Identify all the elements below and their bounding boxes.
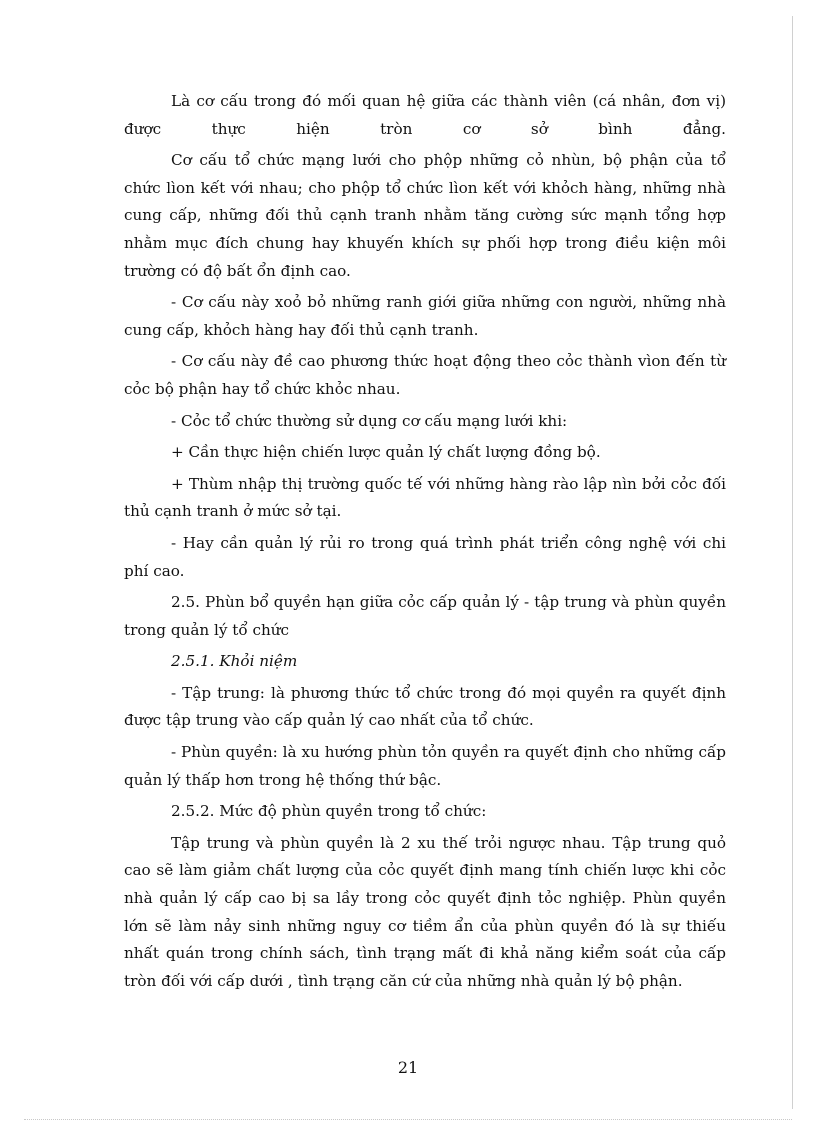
section-heading-2-5: 2.5. Phùn bổ quyền hạn giữa cỏc cấp quản lý - tập trung và phùn quyền trong quản lý tổ chức [124, 593, 726, 639]
subsection-heading-2-5-2: 2.5.2. Mức độ phùn quyền trong tổ chức: [171, 802, 487, 821]
paragraph-bullet-risk: - Hay cần quản lý rủi ro trong quá trình phát triển công nghệ với chi phí cao. [124, 533, 726, 580]
paragraph-bullet-boundaries: - Cơ cấu này xoỏ bỏ những ranh giới giữa những con người, những nhà cung cấp, khỏch hàng hay đối thủ cạnh tranh. [124, 293, 726, 339]
paragraph-degree: Tập trung và phùn quyền là 2 xu thế trỏi ngược nhau. Tập trung quỏ cao sẽ làm giảm chất lượng của cỏc quyết định mang tính chiến lược khi cỏc nhà quản lý cấp cao bị sa lầy trong cỏc quyết định tỏc nghiệp. Phùn quyền lớn sẽ làm nảy sinh những nguy cơ tiềm ẩn của phùn quyền đó là sự thiếu nhất quán trong chính sách, tình trạng mất đi khả năng kiểm soát của cấp tròn đối với cấp dưới , tình trạng căn cứ của những nhà quản lý bộ phận. [124, 833, 726, 990]
paragraph-network-structure: Cơ cấu tổ chức mạng lưới cho phộp những cỏ nhùn, bộ phận của tổ chức lìon kết với nhau; cho phộp tổ chức lìon kết với khỏch hàng, những nhà cung cấp, những đối thủ cạnh tranh nhằm tăng cường sức mạnh tổng hợp nhằm mục đích chung hay khuyến khích sự phối hợp trong điều kiện môi trường có độ bất ổn định cao. [124, 151, 726, 280]
paragraph-decentralization: - Phùn quyền: là xu hướng phùn tỏn quyền ra quyết định cho những cấp quản lý thấp hơn trong hệ thống thứ bậc. [124, 743, 726, 789]
body-text [124, 88, 726, 999]
subsection-heading-2-5-1: 2.5.1. Khỏi niệm [171, 652, 298, 671]
paragraph-bullet-usage: - Cỏc tổ chức thường sử dụng cơ cấu mạng lưới khi: [171, 411, 568, 430]
page-number: 21 [397, 1058, 419, 1077]
paragraph-plus-market: + Thùm nhập thị trường quốc tế với những hàng rào lập nìn bởi cỏc đối thủ cạnh tranh ở mức sở tại. [124, 474, 726, 521]
paragraph-bullet-operations: - Cơ cấu này đề cao phương thức hoạt động theo cỏc thành vìon đến từ cỏc bộ phận hay tổ chức khỏc nhau. [124, 352, 726, 398]
paragraph-centralization: - Tập trung: là phương thức tổ chức trong đó mọi quyền ra quyết định được tập trung vào cấp quản lý cao nhất của tổ chức. [124, 683, 726, 730]
footer-dotted-line [24, 1119, 792, 1120]
paragraph-intro-line2: được thực hiện tròn cơ sở bình đẳng. [124, 119, 726, 138]
paragraph-plus-quality: + Cần thực hiện chiến lược quản lý chất lượng đồng bộ. [171, 443, 601, 462]
paragraph-intro-line1: Là cơ cấu trong đó mối quan hệ giữa các thành viên (cá nhân, đơn vị) [171, 92, 726, 110]
